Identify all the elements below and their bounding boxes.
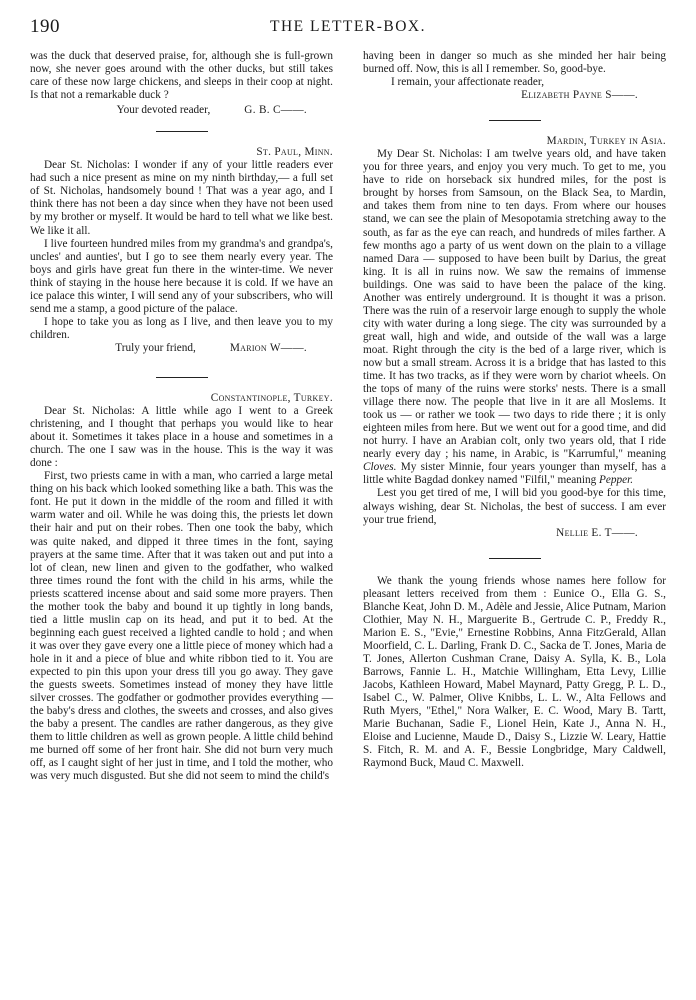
thanks-list: We thank the young friends whose names here follow for pleasant letters received from them : Eunice O., Ella G. S., Blanche Keat, John D. M., Adèle and Jessie, Alice Putnam, Marion Clothier, May N. H., Marguerite B., Gertrude C. P., Freddy R., Marion E. S., "Evie," Ernestine Robbins, Anna FitzGerald, Allan Moorfield, C. L. Darling, Frank D. C., Sacka de T. Jones, Maria de T. Jones, Allerton Cushman Crane, Daisy A. Sylla, K. B., Lola Barrows, Fannie L. H., Matchie Willingham, Etta Levy, Lillie Jacobs, Kathleen Howard, Mabel Maynard, Patty Gregg, P. L. D., Isabel C., W. Palmer, Olive Knibbs, L. L. W., Alta Fellows and Ruth Myers, "Ethel," Nora Walker, E. C. Wood, Mary B. Tartt, Marie Buchanan, Sadie F., Lionel Hein, Kate J., Anna N. H., Eloise and Lucienne, Maude D., Daisy S., Lizzie W. Leary, Hattie S. Fitch, R. M. and A. F., Bessie Longbridge, Mary Caldwell, Raymond Buck, Maud C. Maxwell.: [363, 574, 666, 770]
paragraph: Lest you get tired of me, I will bid you good-bye for this time, always wishing, dear St. Nicholas, the best of success. I am ever your true friend,: [363, 487, 666, 526]
section-rule: [489, 558, 541, 559]
dateline: St. Paul, Minn.: [256, 146, 333, 159]
text-run: My Dear St. Nicholas: I am twelve years old, and have taken you for three years, and enjoy you very much. To get to me, you have to ride on horseback six hundred miles, for the post is brought by horses from Samsoun, on the Black Sea, to Mardin, and takes them from nine to ten days. From where our houses stand, we can see the plain of Mesopotamia stretching away to the south, as far as the eye can reach, and hundreds of miles farther. A few months ago a party of us went down on the plain to a village named Dara — supposed to have been built by Darius, the great king. It is all in ruins now. We saw the remains of immense buildings. One was said to have been the palace of the king. Another was entirely underground. It is thought it was a prison. There was the ruin of a reservoir large enough to supply the whole city with water during a long siege. The city was surrounded by a great wall, high and wide, and outside of the wall was a large moat. Right through the city is the bed of a large river, which is now but a small stream. Across it is a bridge that has lasted to this time. It has two tracks, as if they were worn by chariot wheels. On the tops of many of the ruins were storks' nests. There is a small village there now. The people that live in it are all Moslems. It took us — or rather we took — two days to ride there ; it is only eighteen miles from here. But we went out for a good time, and did not hurry. I have an Arabian colt, only two years old, that I ride nearly every day ; his name, in Arabic, is "Karrumful," meaning: [363, 148, 666, 461]
letter-signoff: [30, 342, 333, 355]
letter-constantinople: [30, 392, 333, 783]
right-column: [363, 50, 666, 770]
paragraph: [363, 148, 666, 487]
paragraph: I hope to take you as long as I live, and then leave you to my children.: [30, 315, 333, 341]
section-rule: [156, 131, 208, 132]
dateline: Mardin, Turkey in Asia.: [546, 135, 666, 148]
left-column: [30, 50, 333, 783]
signature: Marion W——.: [229, 341, 307, 354]
section-rule: [489, 120, 541, 121]
dateline: Constantinople, Turkey.: [210, 391, 333, 404]
paragraph: Dear St. Nicholas: I wonder if any of your little readers ever had such a nice present as mine on my ninth birthday,— a full set of St. Nicholas, handsomely bound ! That was a year ago, and I think there has not been a day since when they have not been used by my brother or myself. It would be hard to tell what we like best. We like it all.: [30, 159, 333, 237]
paragraph: First, two priests came in with a man, who carried a large metal thing on his back which looked something like a bath. This was the font. He put it down in the middle of the room and filled it with warm water and oil. While he was doing this, the priests let down their hair and put on their robes. Then one took the baby, which was quite naked, and dipped it three times in the font, saying prayers at the same time. After that it was taken out and put into a lot of clean, new linen and given to the godfather, who walked three times round the font with the child in his arms, while the priests scattered incense about and said some more prayers. Then the mother took the baby and bound it up tightly in long bands, tied a little muslin cap on its head, and put it to bed. At the beginning each guest received a lighted candle to hold ; and when it was over they gave every one a little piece of money which had a hole in it and a piece of blue and white ribbon tied to it. You are expected to pin this upon your dress till you go away. They gave the guests sweets. Sometimes instead of money they have little silver crosses. The godfather or godmother provides everything — the baby's dress and clothes, the sweets and crosses, and also gives the baby a present. The candles are rather dangerous, as they give them to little children as well as grown people. A little child behind me burned off some of her front hair. She did not burn very much off, as I caught sight of her just in time, and I told the mother, who was very much disgusted. But she did not seem to mind the child's: [30, 470, 334, 783]
letter-st-paul: [30, 146, 333, 355]
closing: Your devoted reader,: [116, 104, 211, 117]
closing: I remain, your affectionate reader,: [391, 76, 545, 89]
signature: Elizabeth Payne S——.: [521, 89, 638, 102]
closing: Truly your friend,: [115, 341, 196, 354]
letter-duck-body: was the duck that deserved praise, for, although she is full-grown now, she never goes around with the other ducks, but still takes care of these now large chickens, and sleeps in their coop at night. Is that not a remarkable duck ?: [30, 50, 333, 102]
text-run: My sister Minnie, four years younger than myself, has a little white Bagdad donkey named "Filfil," meaning: [363, 461, 666, 487]
page-number: 190: [30, 16, 60, 37]
letter-duck: [30, 50, 333, 117]
letter-constantinople-continued: [363, 50, 666, 102]
paragraph: I live fourteen hundred miles from my grandma's and grandpa's, uncles' and aunties', but I go to see them nearly every year. The boys and girls have great fun there in the winter-time. We never think of staying in the house here because it is cold. If we have an ice palace this winter, I will send any of your subscribers, who will send me a stamp, a good picture of the palace.: [30, 237, 333, 315]
page-header: [30, 16, 666, 36]
signature: G. B. C——.: [244, 104, 307, 117]
emphasis: Pepper.: [599, 474, 634, 487]
section-rule: [156, 377, 208, 378]
letter-duck-signoff: [30, 104, 333, 117]
emphasis: Cloves.: [363, 461, 397, 474]
paragraph: having been in danger so much as she minded her hair being burned off. Now, this is all I remember. So, good-bye.: [363, 50, 666, 76]
signature: Nellie E. T——.: [556, 526, 638, 539]
running-title: THE LETTER-BOX.: [270, 18, 426, 35]
letter-mardin: [363, 135, 666, 539]
paragraph: Dear St. Nicholas: A little while ago I went to a Greek christening, and I thought that perhaps you would like to hear about it. Sometimes it takes place in a house and sometimes in a church. The one I saw was in the house. This is the way it was done :: [30, 405, 333, 470]
